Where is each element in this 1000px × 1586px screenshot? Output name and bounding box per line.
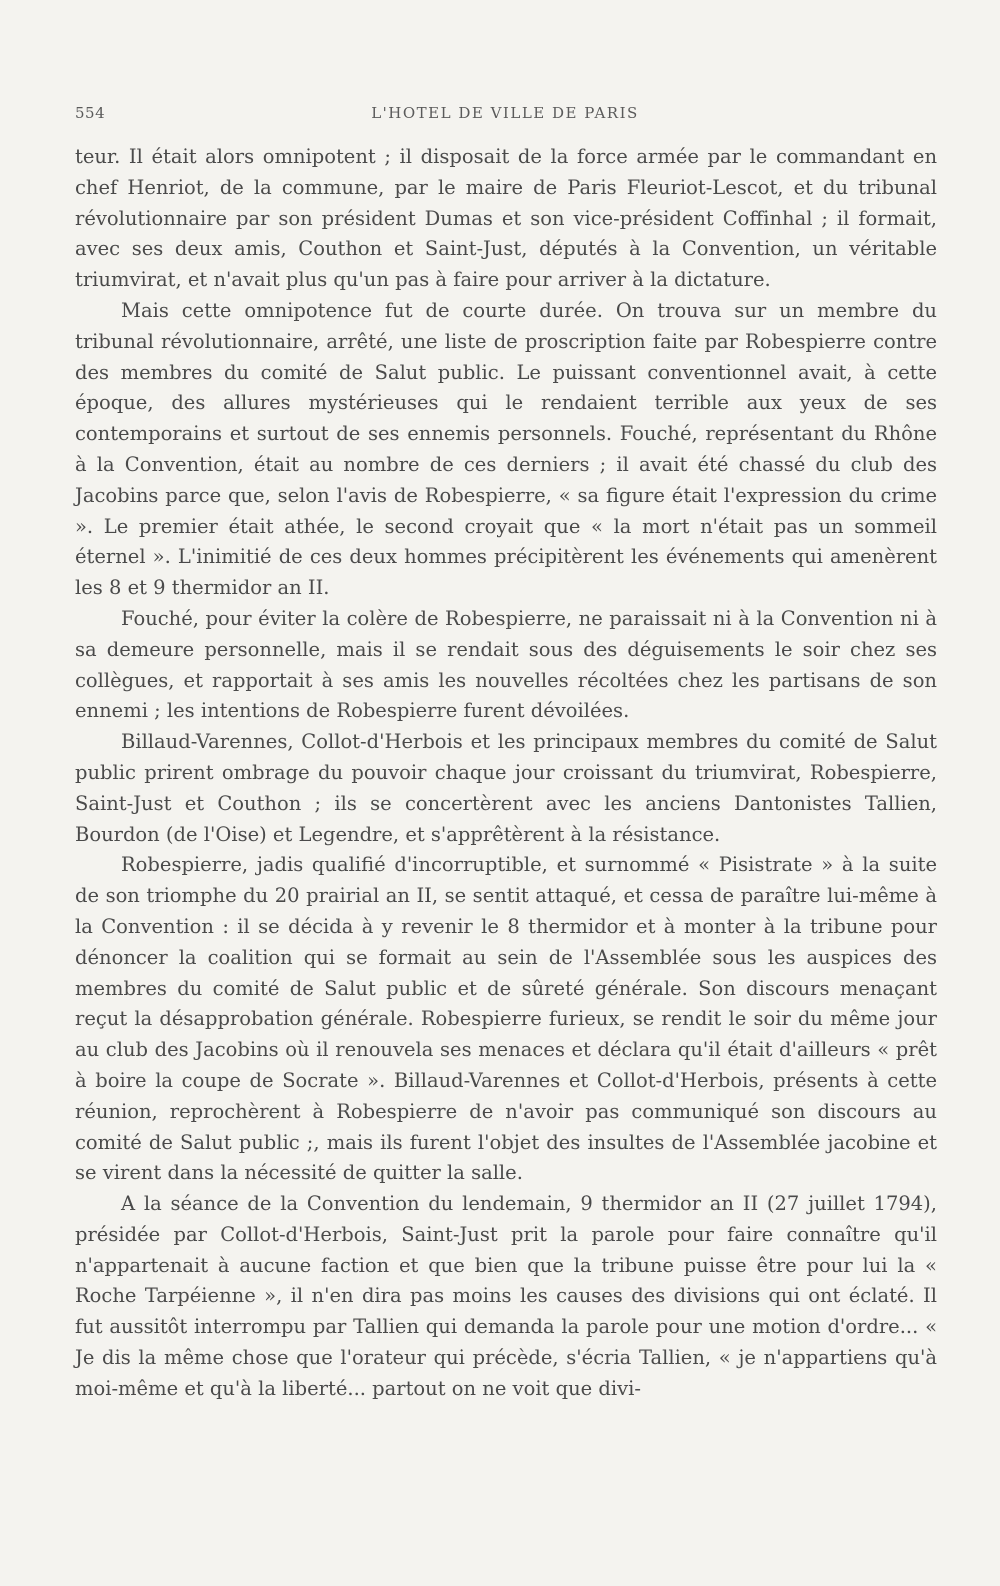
running-title: L'HOTEL DE VILLE DE PARIS xyxy=(371,104,639,122)
running-head xyxy=(75,104,935,124)
paragraph: Billaud-Varennes, Collot-d'Herbois et les principaux membres du comité de Salut public prirent ombrage du pouvoir chaque jour croissant du triumvirat, Robespierre, Saint-Just et Couthon ; ils se concertèrent avec les anciens Dantonistes Tallien, Bourdon (de l'Oise) et Legendre, et s'apprêtèrent à la résistance. xyxy=(75,730,937,846)
paragraph: Fouché, pour éviter la colère de Robespierre, ne paraissait ni à la Convention ni à sa demeure personnelle, mais il se rendait sous des déguisements le soir chez ses collègues, et rapportait à ses amis les nouvelles récoltées chez les partisans de son ennemi ; les intentions de Robespierre furent dévoilées. xyxy=(75,606,937,723)
text-body xyxy=(75,142,937,1405)
page-number: 554 xyxy=(75,104,106,122)
paragraph: teur. Il était alors omnipotent ; il disposait de la force armée par le commandant en chef Henriot, de la commune, par le maire de Paris Fleuriot-Lescot, et du tribunal révolutionnaire par son président Dumas et son vice-président Coffinhal ; il formait, avec ses deux amis, Couthon et Saint-Just, députés à la Convention, un véritable triumvirat, et n'avait plus qu'un pas à faire pour arriver à la dictature. xyxy=(75,145,937,292)
paragraph: Mais cette omnipotence fut de courte durée. On trouva sur un membre du tribunal révolutionnaire, arrêté, une liste de proscription faite par Robespierre contre des membres du comité de Salut public. Le puissant conventionnel avait, à cette époque, des allures mystérieuses qui le rendaient terrible aux yeux de ses contemporains et surtout de ses ennemis personnels. Fouché, représentant du Rhône à la Convention, était au nombre de ces derniers ; il avait été chassé du club des Jacobins parce que, selon l'avis de Robespierre, « sa figure était l'expression du crime ». Le premier était athée, le second croyait que « la mort n'était pas un sommeil éternel ». L'inimitié de ces deux hommes précipitèrent les événements qui amenèrent les 8 et 9 thermidor an II. xyxy=(75,298,937,600)
paragraph: Robespierre, jadis qualifié d'incorruptible, et surnommé « Pisistrate » à la suite de son triomphe du 20 prairial an II, se sentit attaqué, et cessa de paraître lui-même à la Convention : il se décida à y revenir le 8 thermidor et à monter à la tribune pour dénoncer la coalition qui se formait au sein de l'Assemblée sous les auspices des membres du comité de Salut public et de sûreté générale. Son discours menaçant reçut la désapprobation générale. Robespierre furieux, se rendit le soir du même jour au club des Jacobins où il renouvela ses menaces et déclara qu'il était d'ailleurs « prêt à boire la coupe de Socrate ». Billaud-Varennes et Collot-d'Herbois, présents à cette réunion, reprochèrent à Robespierre de n'avoir pas communiqué son discours au comité de Salut public ;, mais ils furent l'objet des insultes de l'Assemblée jacobine et se virent dans la nécessité de quitter la salle. xyxy=(75,853,937,1185)
paragraph: A la séance de la Convention du lendemain, 9 thermidor an II (27 juillet 1794), présidée par Collot-d'Herbois, Saint-Just prit la parole pour faire connaître qu'il n'appartenait à aucune faction et que bien que la tribune puisse être pour lui la « Roche Tarpéienne », il n'en dira pas moins les causes des divisions qui ont éclaté. Il fut aussitôt interrompu par Tallien qui demanda la parole pour une motion d'ordre... « Je dis la même chose que l'orateur qui précède, s'écria Tallien, « je n'appartiens qu'à moi-même et qu'à la liberté... partout on ne voit que divi- xyxy=(75,1192,937,1400)
